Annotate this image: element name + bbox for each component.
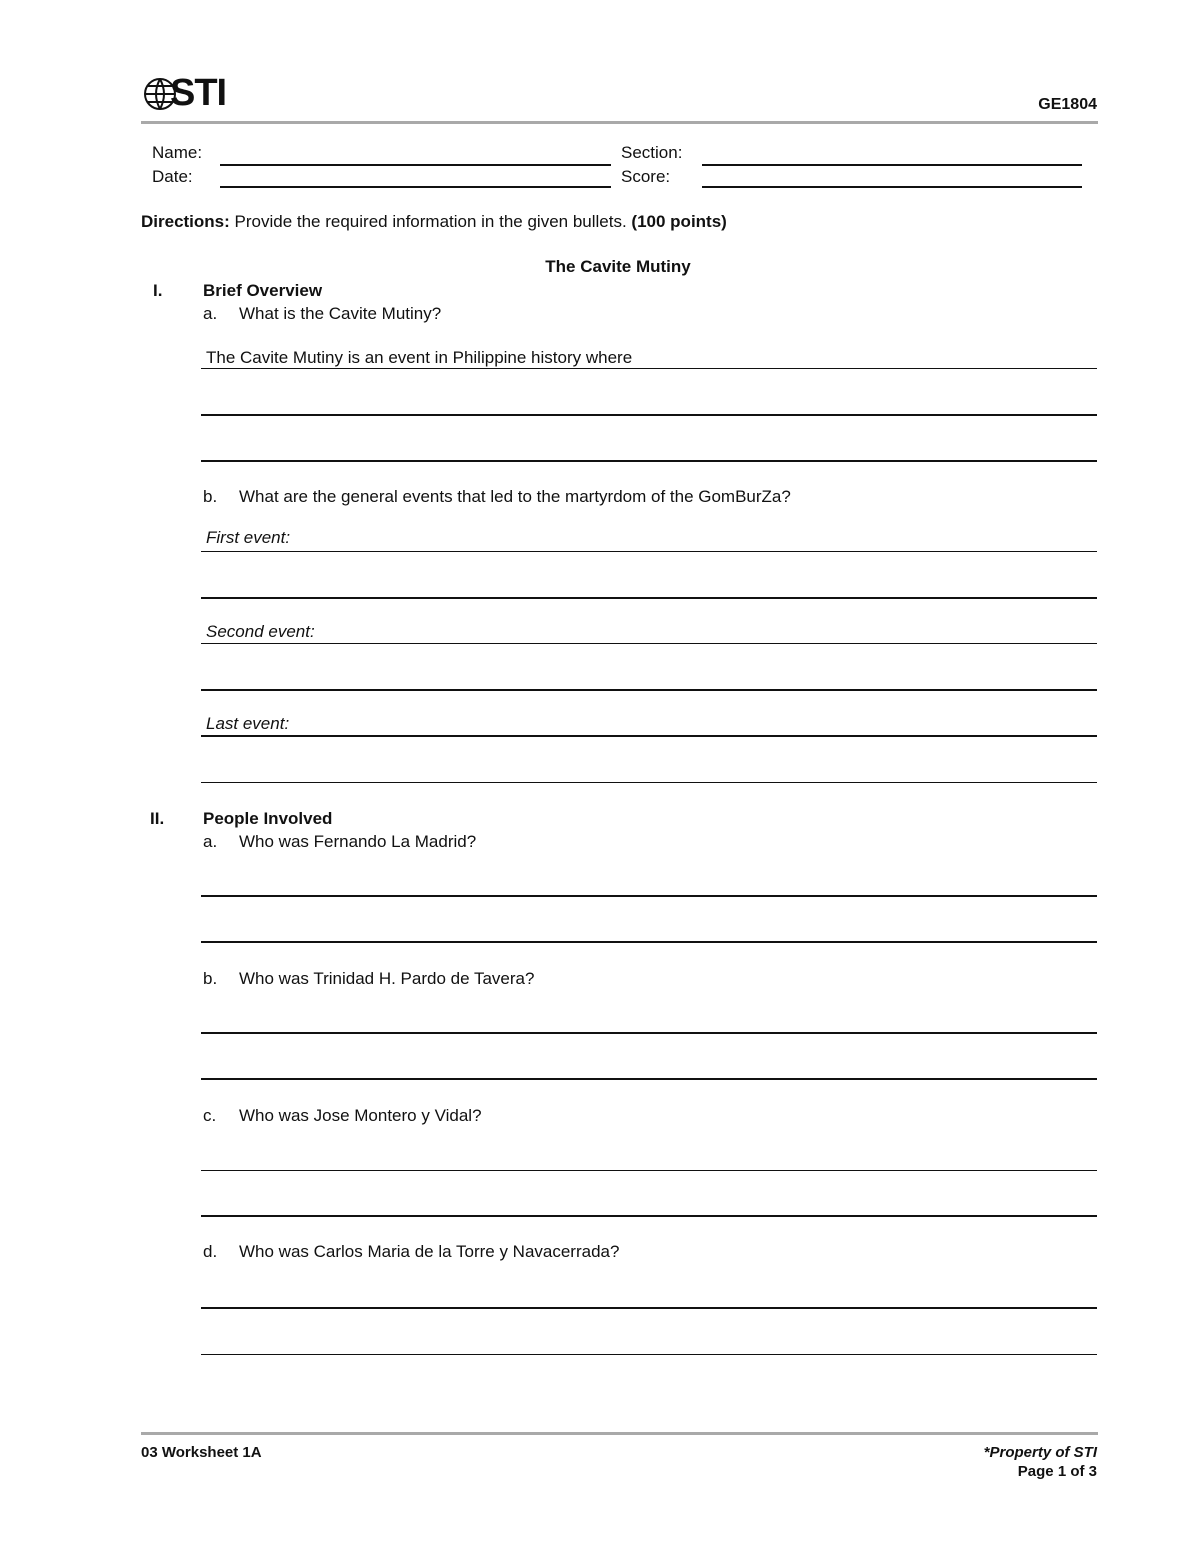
- score-label: Score:: [621, 167, 671, 186]
- question: [203, 1242, 619, 1262]
- answer-line[interactable]: [201, 895, 1097, 897]
- section-label: Section:: [621, 143, 683, 162]
- question-letter: b.: [203, 487, 218, 506]
- answer-line[interactable]: [201, 735, 1097, 737]
- document-label: 03 Worksheet 1A: [141, 1444, 262, 1461]
- question: [203, 487, 791, 507]
- date-field[interactable]: [220, 186, 611, 188]
- name-field[interactable]: [220, 164, 611, 166]
- answer-line[interactable]: [201, 1354, 1097, 1355]
- answer-text: The Cavite Mutiny is an event in Philippine history where: [206, 348, 633, 367]
- worksheet-title: The Cavite Mutiny: [545, 257, 691, 276]
- question: [203, 1106, 482, 1126]
- score-field[interactable]: [702, 186, 1082, 188]
- question-text: Who was Jose Montero y Vidal?: [239, 1106, 482, 1125]
- answer-line[interactable]: [201, 1215, 1097, 1217]
- answer-line[interactable]: [201, 368, 1097, 369]
- question-text: What is the Cavite Mutiny?: [239, 304, 442, 323]
- date-label: Date:: [152, 167, 193, 186]
- section-numeral: II.: [150, 809, 165, 828]
- section-numeral: I.: [153, 281, 163, 300]
- page-number: Page 1 of 3: [1017, 1463, 1097, 1480]
- section-heading: Brief Overview: [203, 281, 323, 300]
- course-code: GE1804: [1038, 96, 1097, 113]
- answer-line[interactable]: [201, 597, 1097, 599]
- question-text: What are the general events that led to the martyrdom of the GomBurZa?: [239, 487, 791, 506]
- answer-line[interactable]: [201, 643, 1097, 644]
- question-letter: b.: [203, 969, 218, 988]
- answer-line[interactable]: [201, 941, 1097, 943]
- question-text: Who was Fernando La Madrid?: [239, 832, 477, 851]
- question-letter: c.: [203, 1106, 217, 1125]
- answer-line[interactable]: [201, 1170, 1097, 1171]
- event-prompt: Last event:: [206, 714, 290, 733]
- question-letter: a.: [203, 304, 218, 323]
- question-letter: d.: [203, 1242, 218, 1261]
- property-notice: *Property of STI: [983, 1444, 1097, 1461]
- answer-line[interactable]: [201, 689, 1097, 691]
- directions: [141, 212, 727, 232]
- header-divider: [141, 121, 1098, 124]
- answer-line[interactable]: [201, 1307, 1097, 1309]
- directions-label: Directions:: [141, 212, 230, 231]
- answer-line[interactable]: [201, 551, 1097, 552]
- question: [203, 832, 476, 852]
- answer-line[interactable]: [201, 1032, 1097, 1034]
- question-letter: a.: [203, 832, 218, 851]
- section-field[interactable]: [702, 164, 1082, 166]
- answer-line[interactable]: [201, 414, 1097, 416]
- answer-line[interactable]: [201, 1078, 1097, 1080]
- question-text: Who was Trinidad H. Pardo de Tavera?: [239, 969, 535, 988]
- name-label: Name:: [152, 143, 203, 162]
- directions-points: (100 points): [631, 212, 727, 231]
- footer-divider: [141, 1432, 1098, 1435]
- event-prompt: Second event:: [206, 622, 315, 641]
- sti-logo: [142, 72, 232, 116]
- answer-line[interactable]: [201, 460, 1097, 462]
- answer-line[interactable]: [201, 782, 1097, 783]
- question: [203, 304, 441, 324]
- logo-text: STI: [170, 72, 227, 114]
- section-heading: People Involved: [203, 809, 333, 828]
- event-prompt: First event:: [206, 528, 291, 547]
- question: [203, 969, 534, 989]
- question-text: Who was Carlos Maria de la Torre y Navacerrada?: [239, 1242, 620, 1261]
- directions-text: Provide the required information in the given bullets.: [229, 212, 632, 231]
